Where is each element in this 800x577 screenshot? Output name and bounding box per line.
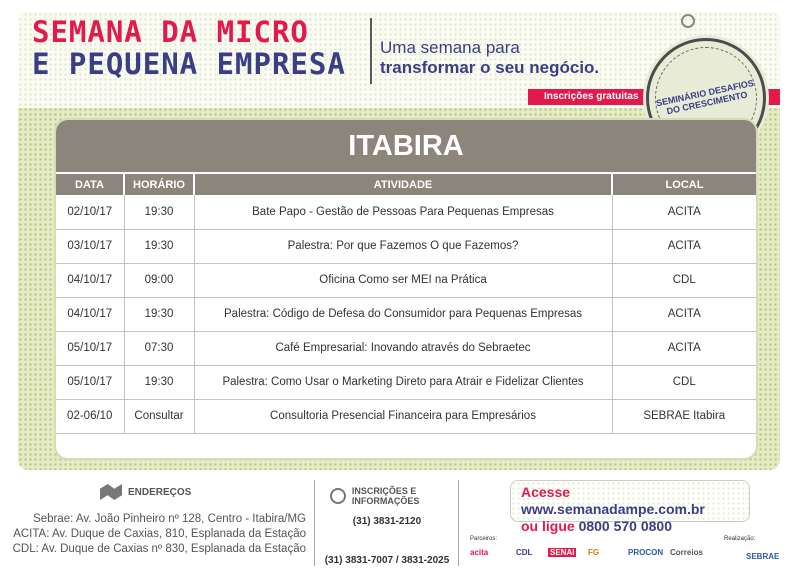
cell-date: 04/10/17 (56, 263, 124, 297)
cell-activity: Palestra: Como Usar o Marketing Direto para Atrair e Fidelizar Clientes (194, 365, 612, 399)
cta-call-label: ou ligue (521, 518, 575, 534)
poster (18, 12, 780, 470)
partners-bar (470, 536, 790, 570)
info-block (322, 486, 452, 566)
website-link[interactable]: www.semanadampe.com.br (521, 501, 705, 517)
footer (0, 470, 800, 577)
realization-label: Realização: (724, 536, 756, 542)
cell-time: Consultar (124, 399, 194, 433)
logo-procon: PROCON (628, 548, 664, 557)
col-header-atividade: ATIVIDADE (194, 173, 612, 195)
info-title: INSCRIÇÕES E INFORMAÇÕES (351, 486, 420, 506)
schedule-card (56, 120, 756, 458)
logo-fg: FG (588, 548, 600, 557)
map-icon (100, 484, 122, 500)
footer-divider-2 (458, 480, 459, 566)
address-sebrae: Sebrae: Av. João Pinheiro nº 128, Centro - Itabira/MG (33, 513, 306, 525)
logo-cdl: CDL (516, 548, 533, 557)
cell-activity: Oficina Como ser MEI na Prática (194, 263, 612, 297)
title-line2: E PEQUENA EMPRESA (32, 47, 346, 81)
table-row (56, 399, 756, 433)
cell-location: SEBRAE Itabira (612, 399, 756, 433)
cell-activity: Café Empresarial: Inovando através do Sebraetec (194, 331, 612, 365)
table-row (56, 365, 756, 399)
cell-location: ACITA (612, 331, 756, 365)
cell-location: CDL (612, 263, 756, 297)
cell-date: 05/10/17 (56, 331, 124, 365)
col-header-local: LOCAL (612, 173, 756, 195)
title-line1: SEMANA DA MICRO (32, 15, 309, 49)
twitter-icon[interactable] (681, 14, 695, 28)
footer-divider-1 (314, 480, 315, 566)
table-row (56, 297, 756, 331)
cell-location: CDL (612, 365, 756, 399)
cell-activity: Bate Papo - Gestão de Pessoas Para Pequenas Empresas (194, 195, 612, 229)
city-title: ITABIRA (56, 120, 756, 172)
cell-time: 19:30 (124, 297, 194, 331)
phone-link[interactable]: 0800 570 0800 (578, 518, 672, 534)
seal-text: SEMINÁRIO DESAFIOS DO CRESCIMENTO (655, 77, 755, 117)
cell-date: 04/10/17 (56, 297, 124, 331)
slogan-line2: transformar o seu negócio. (380, 58, 600, 77)
schedule-table (56, 172, 756, 434)
address-list (0, 512, 306, 557)
partners-label: Parceiros: (470, 536, 498, 542)
table-row (56, 331, 756, 365)
logo-sebrae: SEBRAE (746, 552, 780, 561)
slogan-line1: Uma semana para (380, 38, 520, 57)
table-row (56, 263, 756, 297)
cell-date: 02-06/10 (56, 399, 124, 433)
logo-senai: SENAI (550, 548, 575, 557)
cell-location: ACITA (612, 229, 756, 263)
cell-time: 09:00 (124, 263, 194, 297)
col-header-data: DATA (56, 173, 124, 195)
cta-box[interactable] (510, 480, 750, 534)
table-row (56, 195, 756, 229)
cell-location: ACITA (612, 195, 756, 229)
cell-date: 02/10/17 (56, 195, 124, 229)
free-registration-badge: Inscrições gratuitas (528, 89, 780, 105)
cell-time: 19:30 (124, 365, 194, 399)
address-acita: ACITA: Av. Duque de Caxias, 810, Esplanada da Estação (13, 528, 306, 540)
header-divider (370, 18, 372, 84)
cell-time: 19:30 (124, 195, 194, 229)
phone-secondary: (31) 3831-7007 / 3831-2025 (324, 555, 450, 566)
address-cdl: CDL: Av. Duque de Caxias nº 830, Esplanada da Estação (12, 543, 306, 555)
cell-time: 19:30 (124, 229, 194, 263)
event-title (32, 16, 346, 80)
cell-activity: Palestra: Por que Fazemos O que Fazemos? (194, 229, 612, 263)
addresses-title: ENDEREÇOS (128, 486, 192, 498)
slogan (380, 38, 599, 78)
cell-date: 03/10/17 (56, 229, 124, 263)
logo-correios: Correios (670, 548, 703, 557)
phone-primary: (31) 3831-2120 (352, 516, 422, 527)
cta-access-label: Acesse (521, 484, 571, 500)
cell-date: 05/10/17 (56, 365, 124, 399)
table-row (56, 229, 756, 263)
cell-activity: Consultoria Presencial Financeira para Empresários (194, 399, 612, 433)
cell-time: 07:30 (124, 331, 194, 365)
cell-location: ACITA (612, 297, 756, 331)
addresses-heading (100, 484, 191, 500)
col-header-horario: HORÁRIO (124, 173, 194, 195)
logo-acita: acita (470, 548, 489, 557)
cell-activity: Palestra: Código de Defesa do Consumidor para Pequenas Empresas (194, 297, 612, 331)
chat-icon (330, 488, 346, 504)
